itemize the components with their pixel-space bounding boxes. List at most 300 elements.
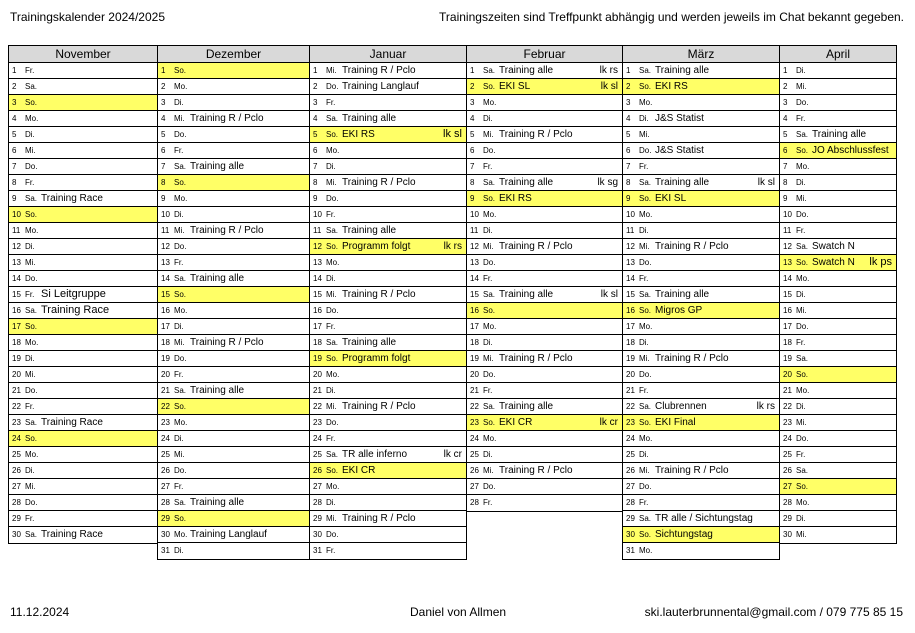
day-row xyxy=(9,495,157,511)
weekday: Di. xyxy=(483,338,493,347)
day-number: 26 xyxy=(313,466,322,475)
day-number: 9 xyxy=(313,194,318,203)
event-note: Training Race xyxy=(41,529,103,540)
month-column xyxy=(309,45,467,560)
day-number: 6 xyxy=(313,146,318,155)
weekday: Do. xyxy=(326,530,339,539)
day-number: 3 xyxy=(783,98,788,107)
day-row xyxy=(9,303,157,319)
event-note: Training R / Pclo xyxy=(342,513,416,524)
weekday: Sa. xyxy=(639,514,652,523)
day-number: 12 xyxy=(626,242,635,251)
weekday: Mo. xyxy=(639,98,653,107)
day-number: 27 xyxy=(161,482,170,491)
month-header: April xyxy=(780,46,896,63)
day-row xyxy=(158,383,309,399)
day-number: 13 xyxy=(161,258,170,267)
weekday: So. xyxy=(326,130,339,139)
day-number: 20 xyxy=(313,370,322,379)
weekday: Sa. xyxy=(483,66,496,75)
weekday: Fr. xyxy=(483,498,493,507)
day-row xyxy=(310,383,466,399)
day-row xyxy=(158,271,309,287)
event-tag: lk sl xyxy=(600,289,618,300)
day-row xyxy=(9,431,157,447)
footer-author: Daniel von Allmen xyxy=(410,605,507,619)
event-note: TR alle / Sichtungstag xyxy=(655,513,753,524)
day-number: 28 xyxy=(12,498,21,507)
day-number: 8 xyxy=(783,178,788,187)
day-number: 17 xyxy=(470,322,479,331)
weekday: Do. xyxy=(174,466,187,475)
day-number: 24 xyxy=(783,434,792,443)
day-number: 6 xyxy=(626,146,631,155)
day-number: 20 xyxy=(470,370,479,379)
weekday: Mi. xyxy=(174,114,185,123)
weekday: Do. xyxy=(174,242,187,251)
day-row xyxy=(158,255,309,271)
weekday: Sa. xyxy=(25,194,38,203)
day-row xyxy=(623,95,779,111)
weekday: Mo. xyxy=(639,322,653,331)
day-row xyxy=(158,479,309,495)
day-number: 21 xyxy=(626,386,635,395)
day-number: 21 xyxy=(161,386,170,395)
day-number: 18 xyxy=(161,338,170,347)
weekday: Do. xyxy=(483,258,496,267)
weekday: Fr. xyxy=(326,210,336,219)
day-row xyxy=(158,143,309,159)
weekday: Sa. xyxy=(326,450,339,459)
weekday: Di. xyxy=(326,386,336,395)
day-row xyxy=(9,527,157,543)
day-number: 14 xyxy=(783,274,792,283)
event-note: TR alle inferno xyxy=(342,449,408,460)
day-number: 17 xyxy=(783,322,792,331)
day-row xyxy=(310,479,466,495)
event-note: Training Race xyxy=(41,417,103,428)
day-row xyxy=(467,495,622,511)
weekday: So. xyxy=(639,306,652,315)
day-number: 27 xyxy=(783,482,792,491)
day-row xyxy=(623,191,779,207)
day-number: 23 xyxy=(12,418,21,427)
event-note: Training alle xyxy=(190,385,245,396)
day-number: 3 xyxy=(626,98,631,107)
day-row xyxy=(9,479,157,495)
day-row xyxy=(310,399,466,415)
weekday: Di. xyxy=(174,546,184,555)
day-row xyxy=(158,239,309,255)
day-number: 17 xyxy=(626,322,635,331)
day-row xyxy=(310,367,466,383)
day-number: 24 xyxy=(626,434,635,443)
day-number: 28 xyxy=(470,498,479,507)
event-note: Training alle xyxy=(190,497,245,508)
day-number: 14 xyxy=(626,274,635,283)
weekday: Mo. xyxy=(326,146,340,155)
event-note: Training R / Pclo xyxy=(342,177,416,188)
weekday: Mi. xyxy=(639,354,650,363)
weekday: Mo. xyxy=(639,434,653,443)
event-note: Training Race xyxy=(41,193,103,204)
weekday: Mi. xyxy=(326,178,337,187)
day-row xyxy=(467,191,622,207)
day-number: 6 xyxy=(161,146,166,155)
day-number: 4 xyxy=(626,114,631,123)
day-row xyxy=(158,303,309,319)
event-note: Training alle xyxy=(655,289,710,300)
day-number: 16 xyxy=(313,306,322,315)
weekday: Do. xyxy=(326,82,339,91)
day-row xyxy=(623,431,779,447)
day-row xyxy=(623,527,779,543)
day-number: 13 xyxy=(313,258,322,267)
weekday: Di. xyxy=(326,274,336,283)
day-number: 10 xyxy=(161,210,170,219)
day-row xyxy=(780,255,896,271)
weekday: Sa. xyxy=(796,466,809,475)
day-row xyxy=(780,287,896,303)
day-number: 25 xyxy=(626,450,635,459)
weekday: So. xyxy=(326,354,339,363)
day-number: 5 xyxy=(161,130,166,139)
day-row xyxy=(9,367,157,383)
weekday: Do. xyxy=(483,370,496,379)
day-row xyxy=(467,223,622,239)
day-row xyxy=(310,255,466,271)
day-row xyxy=(9,239,157,255)
day-number: 10 xyxy=(470,210,479,219)
weekday: Fr. xyxy=(639,274,649,283)
day-row xyxy=(623,143,779,159)
day-number: 17 xyxy=(161,322,170,331)
day-number: 14 xyxy=(12,274,21,283)
weekday: Mi. xyxy=(796,306,807,315)
weekday: Di. xyxy=(483,226,493,235)
weekday: So. xyxy=(796,258,809,267)
month-header: November xyxy=(9,46,157,63)
weekday: So. xyxy=(25,210,38,219)
weekday: Mi. xyxy=(483,242,494,251)
header-notice: Trainingszeiten sind Treffpunkt abhängig und werden jeweils im Chat bekannt gegeben. xyxy=(439,10,904,24)
weekday: Mo. xyxy=(25,114,39,123)
event-tag: lk sl xyxy=(443,128,462,140)
day-row xyxy=(467,383,622,399)
day-number: 23 xyxy=(470,418,479,427)
day-row xyxy=(623,335,779,351)
weekday: So. xyxy=(174,290,187,299)
event-note: Training alle xyxy=(190,273,245,284)
weekday: Sa. xyxy=(483,290,496,299)
weekday: Mi. xyxy=(483,466,494,475)
weekday: Do. xyxy=(483,146,496,155)
day-row xyxy=(9,159,157,175)
event-note: Training R / Pclo xyxy=(655,241,729,252)
day-number: 18 xyxy=(783,338,792,347)
day-row xyxy=(623,255,779,271)
weekday: Fr. xyxy=(639,386,649,395)
day-row xyxy=(158,335,309,351)
weekday: Do. xyxy=(639,482,652,491)
day-number: 2 xyxy=(626,82,631,91)
day-row xyxy=(623,79,779,95)
day-row xyxy=(310,223,466,239)
day-row xyxy=(780,159,896,175)
day-row xyxy=(310,191,466,207)
weekday: Di. xyxy=(639,450,649,459)
day-row xyxy=(9,207,157,223)
day-row xyxy=(623,415,779,431)
weekday: Fr. xyxy=(174,482,184,491)
event-tag: lk cr xyxy=(443,449,462,460)
day-number: 27 xyxy=(12,482,21,491)
day-row xyxy=(9,79,157,95)
day-row xyxy=(9,175,157,191)
day-number: 13 xyxy=(626,258,635,267)
day-row xyxy=(467,431,622,447)
day-row xyxy=(623,447,779,463)
weekday: Do. xyxy=(639,146,652,155)
day-row xyxy=(780,383,896,399)
day-number: 14 xyxy=(161,274,170,283)
day-number: 7 xyxy=(313,162,318,171)
day-number: 19 xyxy=(626,354,635,363)
day-number: 19 xyxy=(161,354,170,363)
day-number: 1 xyxy=(313,66,318,75)
weekday: So. xyxy=(483,418,496,427)
event-note: Swatch N xyxy=(812,241,855,252)
day-number: 27 xyxy=(313,482,322,491)
day-row xyxy=(158,159,309,175)
day-row xyxy=(158,127,309,143)
weekday: So. xyxy=(483,82,496,91)
weekday: Mo. xyxy=(25,450,39,459)
day-row xyxy=(158,175,309,191)
day-row xyxy=(9,143,157,159)
event-note: Programm folgt xyxy=(342,353,411,364)
weekday: Fr. xyxy=(326,98,336,107)
day-number: 2 xyxy=(313,82,318,91)
day-row xyxy=(780,111,896,127)
weekday: Fr. xyxy=(25,514,35,523)
day-number: 20 xyxy=(626,370,635,379)
day-row xyxy=(780,367,896,383)
weekday: Di. xyxy=(796,514,806,523)
weekday: Mi. xyxy=(639,242,650,251)
weekday: So. xyxy=(796,482,809,491)
day-number: 2 xyxy=(161,82,166,91)
weekday: Mi. xyxy=(326,66,337,75)
weekday: So. xyxy=(796,370,809,379)
day-row xyxy=(623,239,779,255)
event-note: Training R / Pclo xyxy=(655,353,729,364)
weekday: Fr. xyxy=(25,178,35,187)
day-row xyxy=(780,351,896,367)
day-row xyxy=(310,159,466,175)
day-row xyxy=(9,111,157,127)
day-number: 1 xyxy=(161,66,166,75)
weekday: Sa. xyxy=(483,178,496,187)
day-number: 25 xyxy=(470,450,479,459)
day-row xyxy=(780,447,896,463)
weekday: Fr. xyxy=(326,546,336,555)
day-row xyxy=(310,63,466,79)
event-note: EKI RS xyxy=(342,129,375,140)
day-row xyxy=(780,239,896,255)
day-number: 11 xyxy=(12,226,21,235)
day-number: 23 xyxy=(626,418,635,427)
day-number: 8 xyxy=(12,178,17,187)
weekday: Fr. xyxy=(639,498,649,507)
weekday: Sa. xyxy=(174,386,187,395)
day-row xyxy=(310,303,466,319)
event-note: EKI RS xyxy=(655,81,688,92)
weekday: Fr. xyxy=(25,290,35,299)
day-row xyxy=(158,207,309,223)
weekday: Mi. xyxy=(326,514,337,523)
weekday: Fr. xyxy=(25,66,35,75)
event-note: J&S Statist xyxy=(655,113,704,124)
weekday: Sa. xyxy=(25,530,38,539)
day-row xyxy=(310,319,466,335)
day-number: 26 xyxy=(12,466,21,475)
weekday: Fr. xyxy=(174,370,184,379)
weekday: Sa. xyxy=(25,418,38,427)
weekday: So. xyxy=(25,98,38,107)
weekday: Di. xyxy=(25,354,35,363)
day-number: 12 xyxy=(313,242,322,251)
weekday: Do. xyxy=(796,210,809,219)
day-number: 10 xyxy=(626,210,635,219)
day-row xyxy=(158,543,309,559)
event-note: Training R / Pclo xyxy=(499,129,573,140)
day-number: 4 xyxy=(783,114,788,123)
day-row xyxy=(310,79,466,95)
weekday: Do. xyxy=(174,130,187,139)
day-number: 17 xyxy=(12,322,21,331)
day-row xyxy=(467,335,622,351)
weekday: Mi. xyxy=(796,194,807,203)
day-row xyxy=(158,95,309,111)
day-number: 12 xyxy=(470,242,479,251)
weekday: Fr. xyxy=(796,226,806,235)
day-row xyxy=(158,111,309,127)
weekday: Sa. xyxy=(639,402,652,411)
day-number: 5 xyxy=(783,130,788,139)
day-row xyxy=(780,511,896,527)
day-number: 1 xyxy=(626,66,631,75)
day-row xyxy=(467,143,622,159)
day-row xyxy=(623,543,779,559)
day-number: 25 xyxy=(313,450,322,459)
weekday: Do. xyxy=(796,434,809,443)
day-number: 13 xyxy=(470,258,479,267)
event-note: Training alle xyxy=(499,401,554,412)
event-note: Training alle xyxy=(655,65,710,76)
weekday: Mi. xyxy=(174,226,185,235)
day-number: 12 xyxy=(12,242,21,251)
day-row xyxy=(623,63,779,79)
weekday: Do. xyxy=(25,386,38,395)
day-number: 8 xyxy=(626,178,631,187)
weekday: Di. xyxy=(25,242,35,251)
day-number: 29 xyxy=(313,514,322,523)
day-row xyxy=(158,63,309,79)
day-number: 31 xyxy=(626,546,635,555)
day-number: 22 xyxy=(161,402,170,411)
day-number: 10 xyxy=(313,210,322,219)
day-row xyxy=(623,175,779,191)
day-number: 18 xyxy=(626,338,635,347)
day-row xyxy=(623,463,779,479)
event-note: EKI CR xyxy=(499,417,533,428)
day-number: 7 xyxy=(161,162,166,171)
day-row xyxy=(310,351,466,367)
day-row xyxy=(623,287,779,303)
weekday: So. xyxy=(25,322,38,331)
day-number: 19 xyxy=(783,354,792,363)
day-row xyxy=(310,239,466,255)
day-row xyxy=(467,447,622,463)
day-row xyxy=(780,495,896,511)
day-number: 21 xyxy=(313,386,322,395)
weekday: Di. xyxy=(796,290,806,299)
day-row xyxy=(9,255,157,271)
weekday: Sa. xyxy=(796,242,809,251)
day-row xyxy=(467,367,622,383)
weekday: Mo. xyxy=(326,258,340,267)
day-number: 10 xyxy=(12,210,21,219)
weekday: Mi. xyxy=(326,402,337,411)
day-row xyxy=(467,287,622,303)
day-row xyxy=(310,271,466,287)
weekday: Di. xyxy=(483,450,493,459)
weekday: Do. xyxy=(25,498,38,507)
event-tag: lk ps xyxy=(869,256,892,268)
weekday: Mo. xyxy=(796,498,810,507)
event-note: Training alle xyxy=(342,225,397,236)
month-column xyxy=(157,45,310,560)
day-number: 25 xyxy=(161,450,170,459)
day-number: 16 xyxy=(12,306,21,315)
month-header: Januar xyxy=(310,46,466,63)
day-number: 15 xyxy=(783,290,792,299)
day-row xyxy=(780,79,896,95)
day-row xyxy=(310,287,466,303)
event-tag: lk sl xyxy=(600,81,618,92)
day-number: 5 xyxy=(313,130,318,139)
day-row xyxy=(467,159,622,175)
weekday: Mo. xyxy=(174,306,188,315)
weekday: So. xyxy=(25,434,38,443)
day-number: 5 xyxy=(470,130,475,139)
footer-date: 11.12.2024 xyxy=(10,605,70,619)
weekday: Mo. xyxy=(174,82,188,91)
weekday: Di. xyxy=(639,338,649,347)
day-number: 22 xyxy=(12,402,21,411)
day-row xyxy=(158,415,309,431)
event-note: J&S Statist xyxy=(655,145,704,156)
weekday: Fr. xyxy=(796,114,806,123)
day-row xyxy=(780,303,896,319)
weekday: Mo. xyxy=(639,546,653,555)
day-row xyxy=(158,399,309,415)
day-row xyxy=(467,255,622,271)
weekday: Di. xyxy=(326,162,336,171)
day-row xyxy=(310,127,466,143)
day-row xyxy=(310,95,466,111)
